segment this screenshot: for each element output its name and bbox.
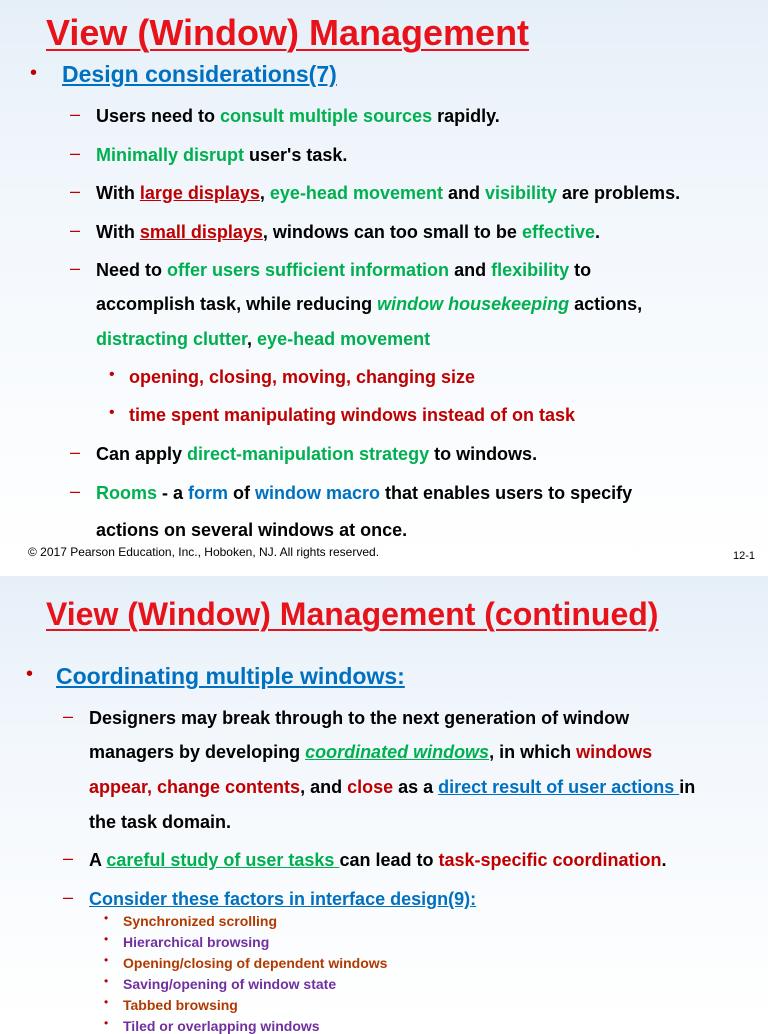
section-heading: Coordinating multiple windows: — [56, 663, 405, 689]
dash-icon: – — [70, 181, 81, 201]
factor-item: Synchronized scrolling — [123, 913, 278, 929]
dash-icon: – — [70, 143, 81, 163]
bullet-icon: • — [26, 663, 34, 685]
list-item-continued: distracting clutter, eye-head movement — [96, 329, 431, 349]
factor-item: Tabbed browsing — [123, 997, 238, 1013]
list-item-continued: actions on several windows at once. — [96, 520, 408, 540]
list-item: Designers may break through to the next generation of window — [89, 708, 630, 728]
sub-item: opening, closing, moving, changing size — [129, 367, 476, 387]
dash-icon: – — [70, 104, 81, 124]
slide-title: View (Window) Management — [46, 12, 530, 53]
bullet-icon: • — [104, 953, 109, 967]
list-item-continued: appear, change contents, and close as a direct result of user actions in — [89, 777, 696, 797]
page-number: 12-1 — [733, 550, 756, 562]
dash-icon: – — [63, 706, 74, 726]
slide-2 — [0, 576, 768, 1034]
list-item-continued: the task domain. — [89, 812, 232, 832]
bullet-icon: • — [109, 366, 115, 383]
dash-icon: – — [70, 220, 81, 240]
factor-item: Hierarchical browsing — [123, 934, 270, 950]
list-item: Users need to consult multiple sources rapidly. — [96, 106, 500, 126]
sub-item: time spent manipulating windows instead of on task — [129, 405, 576, 425]
dash-icon: – — [63, 887, 74, 907]
slide-title: View (Window) Management (continued) — [46, 596, 659, 632]
list-item: With large displays, eye-head movement and visibility are problems. — [96, 183, 681, 203]
section-heading: Design considerations(7) — [62, 61, 337, 87]
copyright-footer: © 2017 Pearson Education, Inc., Hoboken, NJ. All rights reserved. — [28, 545, 380, 559]
dash-icon: – — [70, 442, 81, 462]
bullet-icon: • — [109, 404, 115, 421]
dash-icon: – — [70, 481, 81, 501]
list-item: Minimally disrupt user's task. — [96, 145, 348, 165]
bullet-icon: • — [104, 974, 109, 988]
list-item: Need to offer users sufficient information and flexibility to — [96, 260, 592, 280]
bullet-icon: • — [104, 1016, 109, 1030]
list-item-continued: accomplish task, while reducing window housekeeping actions, — [96, 294, 643, 314]
bullet-icon: • — [104, 911, 109, 925]
factor-item: Tiled or overlapping windows — [123, 1018, 320, 1034]
factor-item: Saving/opening of window state — [123, 976, 337, 992]
list-item: Rooms - a form of window macro that enables users to specify — [96, 483, 633, 503]
bullet-icon: • — [104, 932, 109, 946]
dash-icon: – — [70, 258, 81, 278]
list-item: With small displays, windows can too small to be effective. — [96, 222, 600, 242]
list-item: A careful study of user tasks can lead to task-specific coordination. — [89, 850, 667, 870]
factor-item: Opening/closing of dependent windows — [123, 955, 388, 971]
dash-icon: – — [63, 848, 74, 868]
bullet-icon: • — [104, 995, 109, 1009]
list-item-continued: managers by developing coordinated windows, in which windows — [89, 742, 653, 762]
list-item: Can apply direct-manipulation strategy to windows. — [96, 444, 538, 464]
bullet-icon: • — [30, 62, 38, 84]
list-item: Consider these factors in interface design(9): — [89, 889, 477, 909]
